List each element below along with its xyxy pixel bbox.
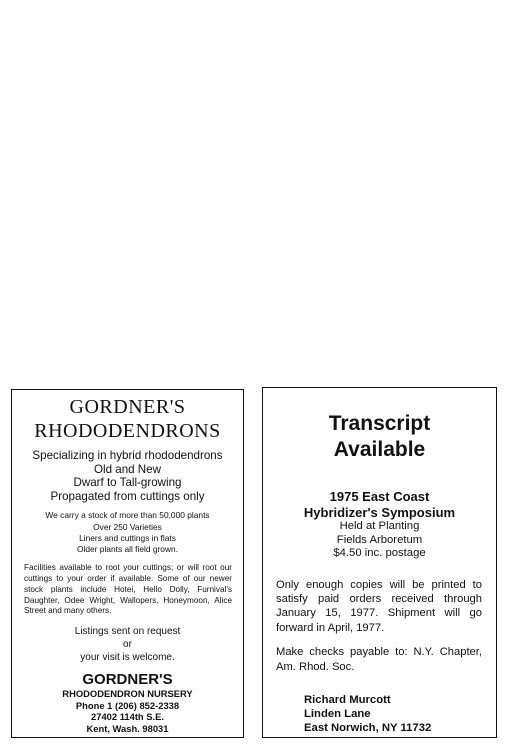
transcript-heading — [263, 411, 496, 463]
tagline-line: Propagated from cuttings only — [50, 489, 205, 503]
orders-paragraph: Only enough copies will be printed to satisfy paid orders received through January 15, 1977. Shipment will go forward in April, 1977. — [276, 578, 482, 634]
contact-line: East Norwich, NY 11732 — [304, 721, 432, 734]
stock-block — [12, 510, 243, 555]
contact-address — [304, 693, 496, 735]
address-line: Phone 1 (206) 852-2338 — [75, 699, 180, 711]
tagline-line: Old and New — [93, 462, 162, 476]
address-line: 27402 114th S.E. — [91, 711, 164, 723]
stock-line: We carry a stock of more than 50,000 plants — [45, 510, 210, 521]
stock-line: Liners and cuttings in flats — [79, 532, 176, 543]
stock-line: Older plants all field grown. — [76, 543, 178, 554]
symposium-block — [263, 489, 496, 561]
address-line: RHODODENDRON NURSERY — [62, 688, 193, 700]
heading-line: Available — [333, 438, 426, 461]
contact-line: Richard Murcott — [304, 693, 391, 706]
heading-line: Transcript — [328, 412, 431, 435]
checks-paragraph: Make checks payable to: N.Y. Chapter, Am. Rhod. Soc. — [276, 646, 482, 673]
business-name: GORDNER'S — [82, 671, 173, 689]
listings-block — [12, 625, 243, 664]
stock-line: Over 250 Varieties — [93, 521, 162, 532]
title-line: RHODODENDRONS — [34, 420, 221, 442]
transcript-advertisement — [262, 387, 497, 738]
ad-title — [12, 395, 243, 443]
nursery-address — [12, 688, 243, 734]
event-line: Hybridizer's Symposium — [303, 504, 456, 520]
detail-line: Fields Arboretum — [336, 533, 423, 546]
gordner-advertisement — [11, 389, 244, 738]
listing-line: or — [123, 639, 132, 651]
facilities-paragraph: Facilities available to root your cuttings; or will root our cuttings to your order if available. Some of our newer stock plants include Hotei, Hello Dolly, Furnival's Daughter, Odee Wright, Wallopers, Honeymoon, Alice Street and many others. — [24, 563, 232, 616]
listing-line: Listings sent on request — [74, 626, 181, 638]
detail-line: Held at Planting — [339, 520, 420, 532]
tagline-block — [12, 449, 243, 503]
contact-line: Linden Lane — [304, 707, 371, 720]
address-line: Kent, Wash. 98031 — [86, 722, 169, 734]
price-line: $4.50 inc. postage — [333, 547, 426, 559]
title-line: GORDNER'S — [69, 396, 186, 418]
listing-line: your visit is welcome. — [80, 652, 175, 664]
event-line: 1975 East Coast — [329, 489, 430, 504]
tagline-line: Dwarf to Tall-growing — [73, 476, 182, 490]
tagline-line: Specializing in hybrid rhododendrons — [32, 449, 223, 462]
